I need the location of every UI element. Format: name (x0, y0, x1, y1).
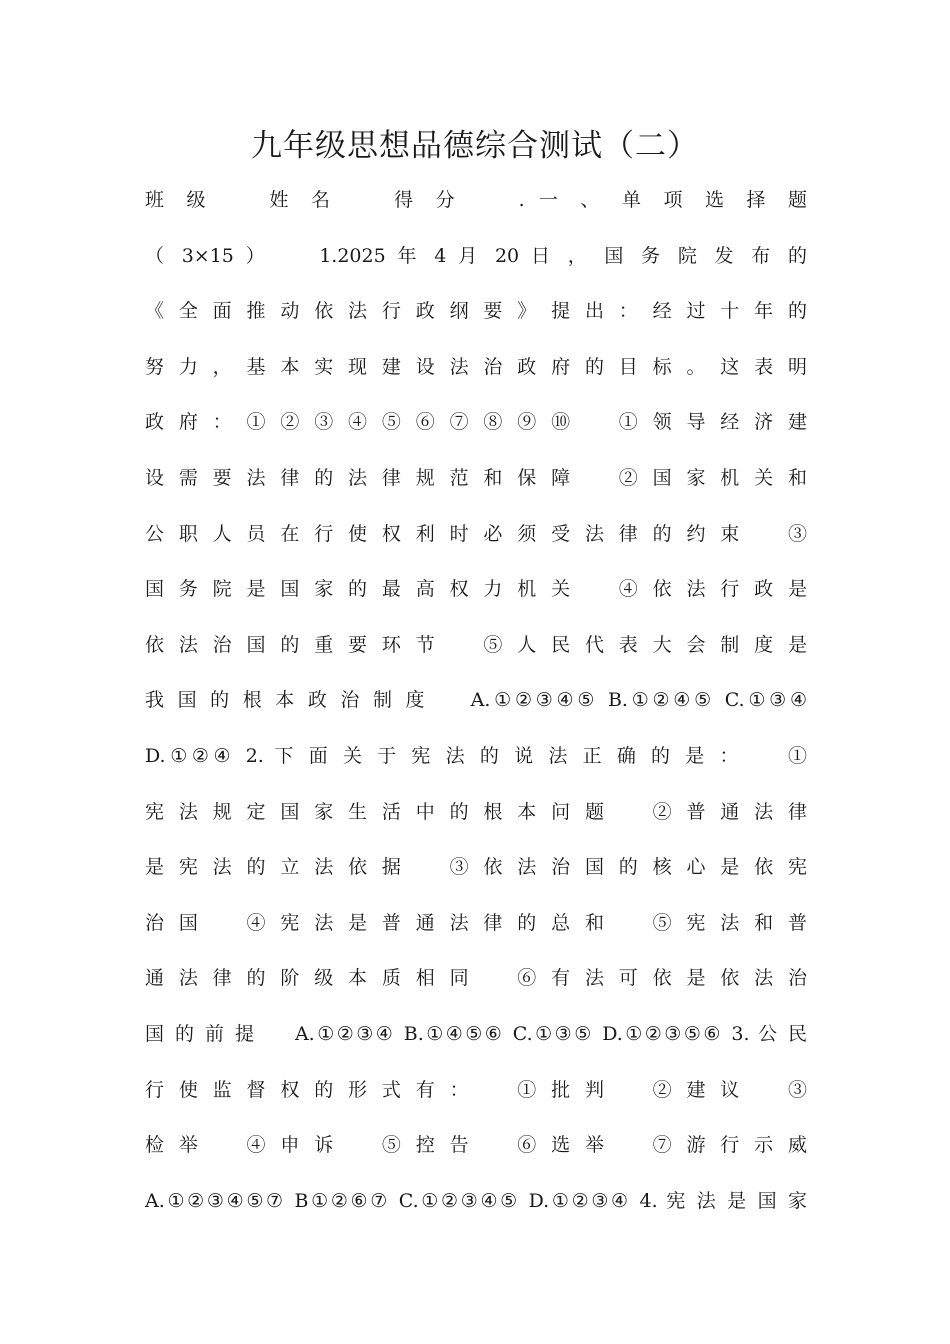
body-line: 《 全 面 推 动 依 法 行 政 纲 要 》 提 出 ： 经 过 十 年 的 (145, 300, 807, 323)
body-line: 国 的 前 提 A.①②③④ B.①④⑤⑥ C.①③⑤ D.①②③⑤⑥ 3. 公 民 (145, 1022, 807, 1045)
body-line: 行 使 监 督 权 的 形 式 有 ： ① 批 判 ② 建 议 ③ (145, 1078, 807, 1101)
body-line: 检 举 ④ 申 诉 ⑤ 控 告 ⑥ 选 举 ⑦ 游 行 示 威 (145, 1134, 807, 1157)
body-line: 是 宪 法 的 立 法 依 据 ③ 依 法 治 国 的 核 心 是 依 宪 (145, 856, 807, 879)
body-line: 宪 法 规 定 国 家 生 活 中 的 根 本 问 题 ② 普 通 法 律 (145, 800, 807, 823)
body-line: A.①②③④⑤⑦ B①②⑥⑦ C.①②③④⑤ D.①②③④ 4. 宪 法 是 国 家 (145, 1189, 807, 1212)
body-line: 设 需 要 法 律 的 法 律 规 范 和 保 障 ② 国 家 机 关 和 (145, 466, 807, 489)
body-line: 国 务 院 是 国 家 的 最 高 权 力 机 关 ④ 依 法 行 政 是 (145, 578, 807, 601)
body-line: 治 国 ④ 宪 法 是 普 通 法 律 的 总 和 ⑤ 宪 法 和 普 (145, 911, 807, 934)
body-line: 通 法 律 的 阶 级 本 质 相 同 ⑥ 有 法 可 依 是 依 法 治 (145, 967, 807, 990)
body-line: 公 职 人 员 在 行 使 权 利 时 必 须 受 法 律 的 约 束 ③ (145, 522, 807, 545)
document-body (145, 180, 807, 1236)
body-line: 依 法 治 国 的 重 要 环 节 ⑤ 人 民 代 表 大 会 制 度 是 (145, 633, 807, 656)
body-line: 政 府 ： ① ② ③ ④ ⑤ ⑥ ⑦ ⑧ ⑨ ⑩ ① 领 导 经 济 建 (145, 411, 807, 434)
body-line: 我 国 的 根 本 政 治 制 度 A.①②③④⑤ B.①②④⑤ C.①③④ (145, 689, 807, 712)
body-line: （ 3×15 ） 1.2025 年 4 月 20 日 ， 国 务 院 发 布 的 (145, 244, 807, 267)
document-title: 九年级思想品德综合测试（二） (251, 128, 699, 164)
body-line: 班 级 姓 名 得 分 . 一 、 单 项 选 择 题 (145, 189, 807, 211)
body-line: 努 力 ， 基 本 实 现 建 设 法 治 政 府 的 目 标 。 这 表 明 (145, 355, 807, 378)
body-line: D.①②④ 2. 下 面 关 于 宪 法 的 说 法 正 确 的 是 ： ① (145, 744, 807, 767)
